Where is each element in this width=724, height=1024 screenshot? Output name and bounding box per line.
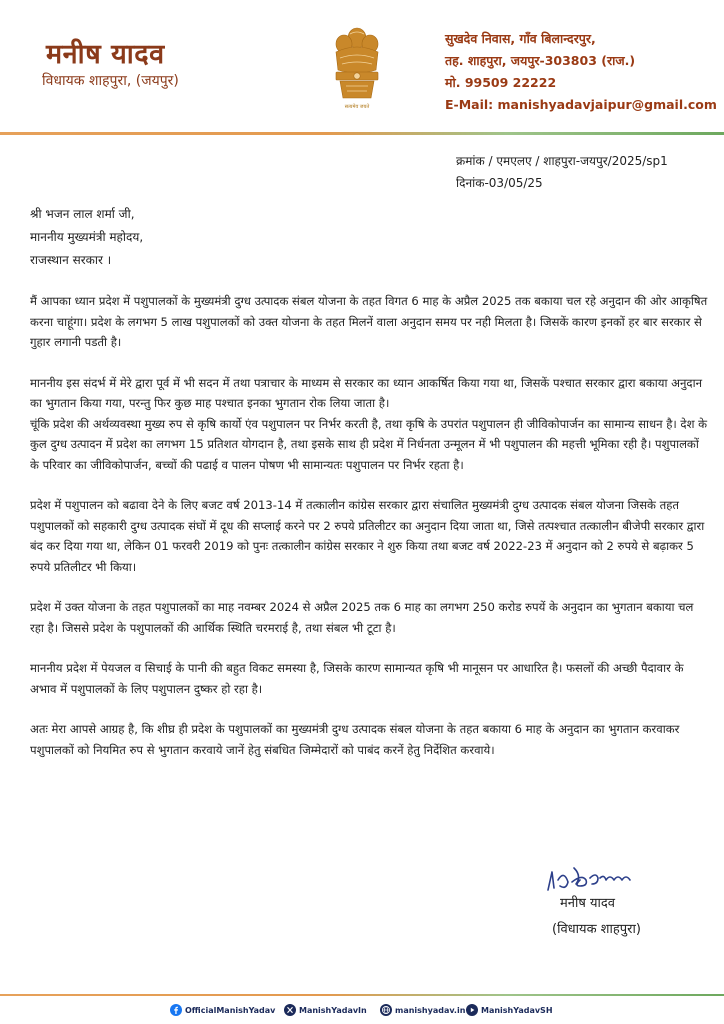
globe-icon	[380, 1004, 392, 1016]
address-line-1: सुखदेव निवास, गाँव बिलान्दरपुर,	[445, 31, 596, 46]
letterhead	[0, 0, 724, 135]
address-line-2: तह. शाहपुरा, जयपुर-303803 (राज.)	[445, 53, 636, 68]
letterhead-divider	[0, 132, 724, 135]
addressee-org: राजस्थान सरकार ।	[30, 253, 112, 267]
signatory-designation: (विधायक शाहपुरा)	[552, 922, 641, 937]
website-url: manishyadav.in	[395, 1005, 466, 1015]
youtube-handle: ManishYadavSH	[481, 1005, 553, 1015]
paragraph-2a: माननीय इस संदर्भ में मेरे द्वारा पूर्व में भी सदन में तथा पत्राचार के माध्यम से सरकार का ध्यान आकर्षित किया गया था, जिसकें पश्चात सरकार द्वारा बकाया अनुदान का भुगतान किया गया, परन्तु फिर कुछ माह पश्चात इनका भुगतान रोक लिया जाता है।	[30, 375, 703, 410]
reference-block	[456, 150, 668, 194]
emblem-motto: सत्यमेव जयते	[344, 104, 370, 110]
paragraph-3: प्रदेश में पशुपालन को बढावा देने के लिए बजट वर्ष 2013-14 में तत्कालीन कांग्रेस सरकार द्वारा संचालित मुख्यमंत्री दुग्ध उत्पादक संबल योजना जिसके तहत पशुपालकों को सहकारी दुग्ध उत्पादक संघों में दूध की सप्लाई करने पर 2 रुपये प्रतिलीटर का अनुदान दिया जाता था, जिसे तत्पश्चात तत्कालीन बीजेपी सरकार द्वारा बंद कर दिया गया था, लेकिन 01 फरवरी 2019 को पुनः तत्कालीन कांग्रेस सरकार ने शुरु किया तथा बजट वर्ष 2022-23 में अनुदान को 2 रुपये से बढ़ाकर 5 रुपये प्रतिलीटर भी किया।	[30, 498, 705, 574]
letter-date: दिनांक-03/05/25	[456, 176, 543, 190]
ashoka-lions-icon	[326, 24, 388, 104]
mobile-number: मो. 99509 22222	[445, 75, 557, 90]
paragraph-1: मैं आपका ध्यान प्रदेश में पशुपालकों के मुख्यमंत्री दुग्ध उत्पादक संबल योजना के तहत विगत 6 माह के अप्रैल 2025 तक बकाया चल रहे अनुदान की ओर आकृषित करना चाहूंगा। प्रदेश के लगभग 5 लाख पशुपालकों को उक्त योजना के तहत मिलनें वाला अनुदान समय पर नही मिलता है। जिसकें कारण इनकों हर बार सरकार से गुहार लगानी पडती है।	[30, 294, 708, 349]
x-icon	[284, 1004, 296, 1016]
email-address[interactable]: E-Mail: manishyadavjaipur@gmail.com	[445, 97, 717, 112]
paragraph-5: माननीय प्रदेश में पेयजल व सिचाई के पानी की बहुत विकट समस्या है, जिसके कारण सामान्यत कृषि भी मानूसन पर आधारित है। फसलों की अच्छी पैदावार के अभाव में पशुपालकों के लिए पशुपालन दुष्कर हो रहा है।	[30, 661, 684, 696]
reference-number: क्रमांक / एमएलए / शाहपुरा-जयपुर/2025/sp1	[456, 154, 668, 168]
footer	[0, 994, 724, 1024]
letterhead-name: मनीष यादव	[46, 39, 165, 70]
letterhead-designation: विधायक शाहपुरा, (जयपुर)	[42, 73, 179, 89]
paragraph-6: अतः मेरा आपसे आग्रह है, कि शीघ्र ही प्रदेश के पशुपालकों का मुख्यमंत्री दुग्ध उत्पादक संबल योजना के तहत बकाया 6 माह के अनुदान का भुगतान करवाकर पशुपालकों को नियमित रुप से भुगतान करवाये जानें हेतु संबधित जिम्मेदारों को पाबंद करनें हेतु निर्देशित करवाये।	[30, 722, 680, 757]
footer-youtube[interactable]	[466, 1002, 553, 1018]
x-handle: ManishYadavIn	[299, 1005, 367, 1015]
footer-facebook[interactable]	[170, 1002, 275, 1018]
paragraph-4: प्रदेश में उक्त योजना के तहत पशुपालकों का माह नवम्बर 2024 से अप्रैल 2025 तक 6 माह का लगभग 250 करोड रुपयें के अनुदान का भुगतान बकाया चल रहा है। जिससे प्रदेश के पशुपालकों की आर्थिक स्थिति चरमराई है, तथा संबल भी टूटा है।	[30, 600, 694, 635]
facebook-handle: OfficialManishYadav	[185, 1005, 276, 1015]
state-emblem	[326, 24, 388, 116]
addressee-block	[30, 203, 143, 272]
letter-body	[30, 291, 710, 780]
letterhead-contact	[445, 28, 717, 116]
facebook-icon	[170, 1004, 182, 1016]
addressee-name: श्री भजन लाल शर्मा जी,	[30, 207, 135, 221]
footer-website[interactable]	[380, 1002, 465, 1018]
signature-block	[540, 858, 700, 948]
footer-x[interactable]	[284, 1002, 367, 1018]
addressee-title: माननीय मुख्यमंत्री महोदय,	[30, 230, 144, 244]
youtube-icon	[466, 1004, 478, 1016]
paragraph-2b: चूंकि प्रदेश की अर्थव्यवस्था मुख्य रुप से कृषि कार्यो एंव पशुपालन पर निर्भर करती है, तथा कृषि के उपरांत पशुपालन ही जीविकोपार्जन का सामान्य साधन है। देश के कुल दुग्ध उत्पादन में प्रदेश का लगभग 15 प्रतिशत योगदान है, तथा इसके साथ ही प्रदेश में निर्धनता उन्मूलन में भी पशुपालन की महत्ती भूमिका रही है। पशुपालकों के परिवार का जीविकोपार्जन, बच्चों की पढाई व पालन पोषण भी सामान्यतः पशुपालन पर निर्भर रहता है।	[30, 416, 708, 472]
handwritten-signature	[540, 858, 660, 898]
footer-divider	[0, 994, 724, 996]
signatory-name: मनीष यादव	[560, 896, 616, 911]
